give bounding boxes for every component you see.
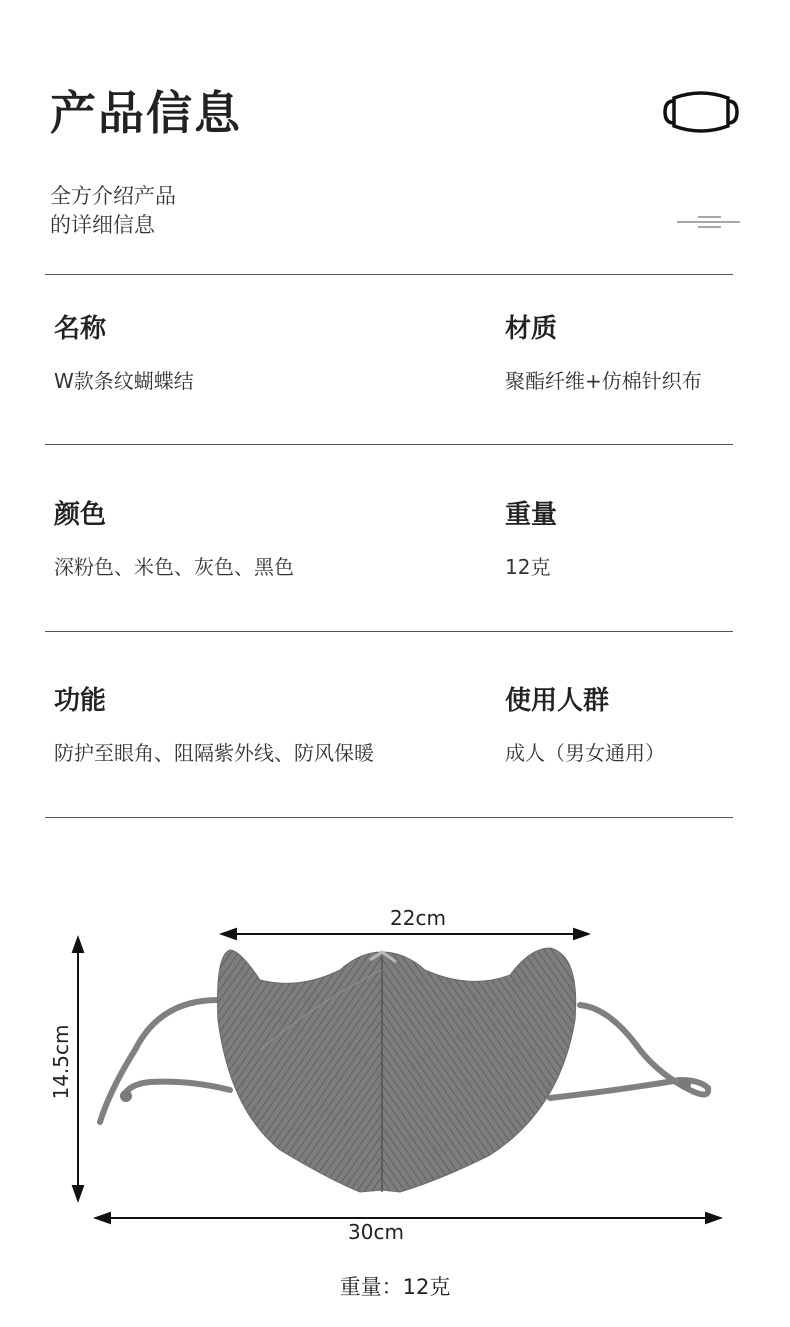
divider [45, 444, 733, 445]
mask-product-image [40, 890, 750, 1230]
spec-label-weight: 重量 [505, 500, 558, 530]
spec-value-weight: 12克 [505, 555, 551, 579]
dimension-top-width: 22cm [390, 906, 446, 930]
divider [45, 631, 733, 632]
dimension-total-width: 30cm [348, 1220, 404, 1244]
mask-outline-icon [662, 84, 740, 142]
spec-label-users: 使用人群 [505, 686, 610, 716]
spec-value-color: 深粉色、米色、灰色、黑色 [54, 555, 294, 579]
spec-label-name: 名称 [54, 314, 107, 344]
page-title: 产品信息 [50, 86, 242, 140]
spec-label-function: 功能 [54, 686, 107, 716]
spec-value-name: W款条纹蝴蝶结 [54, 369, 194, 393]
spec-label-color: 颜色 [54, 500, 107, 530]
spec-value-users: 成人（男女通用） [505, 741, 665, 765]
spec-label-material: 材质 [505, 314, 558, 344]
weight-caption: 重量：12克 [339, 1275, 451, 1299]
spec-value-material: 聚酯纤维+仿棉针织布 [505, 369, 702, 393]
divider [45, 817, 733, 818]
subtitle-line-2: 的详细信息 [50, 213, 155, 237]
decorative-lines-icon [676, 214, 740, 230]
spec-value-function: 防护至眼角、阻隔紫外线、防风保暖 [54, 741, 374, 765]
page-subtitle [50, 182, 176, 240]
product-dimension-figure [40, 890, 750, 1244]
dimension-height: 14.5cm [49, 1024, 73, 1100]
subtitle-line-1: 全方介绍产品 [50, 184, 176, 208]
divider [45, 274, 733, 275]
